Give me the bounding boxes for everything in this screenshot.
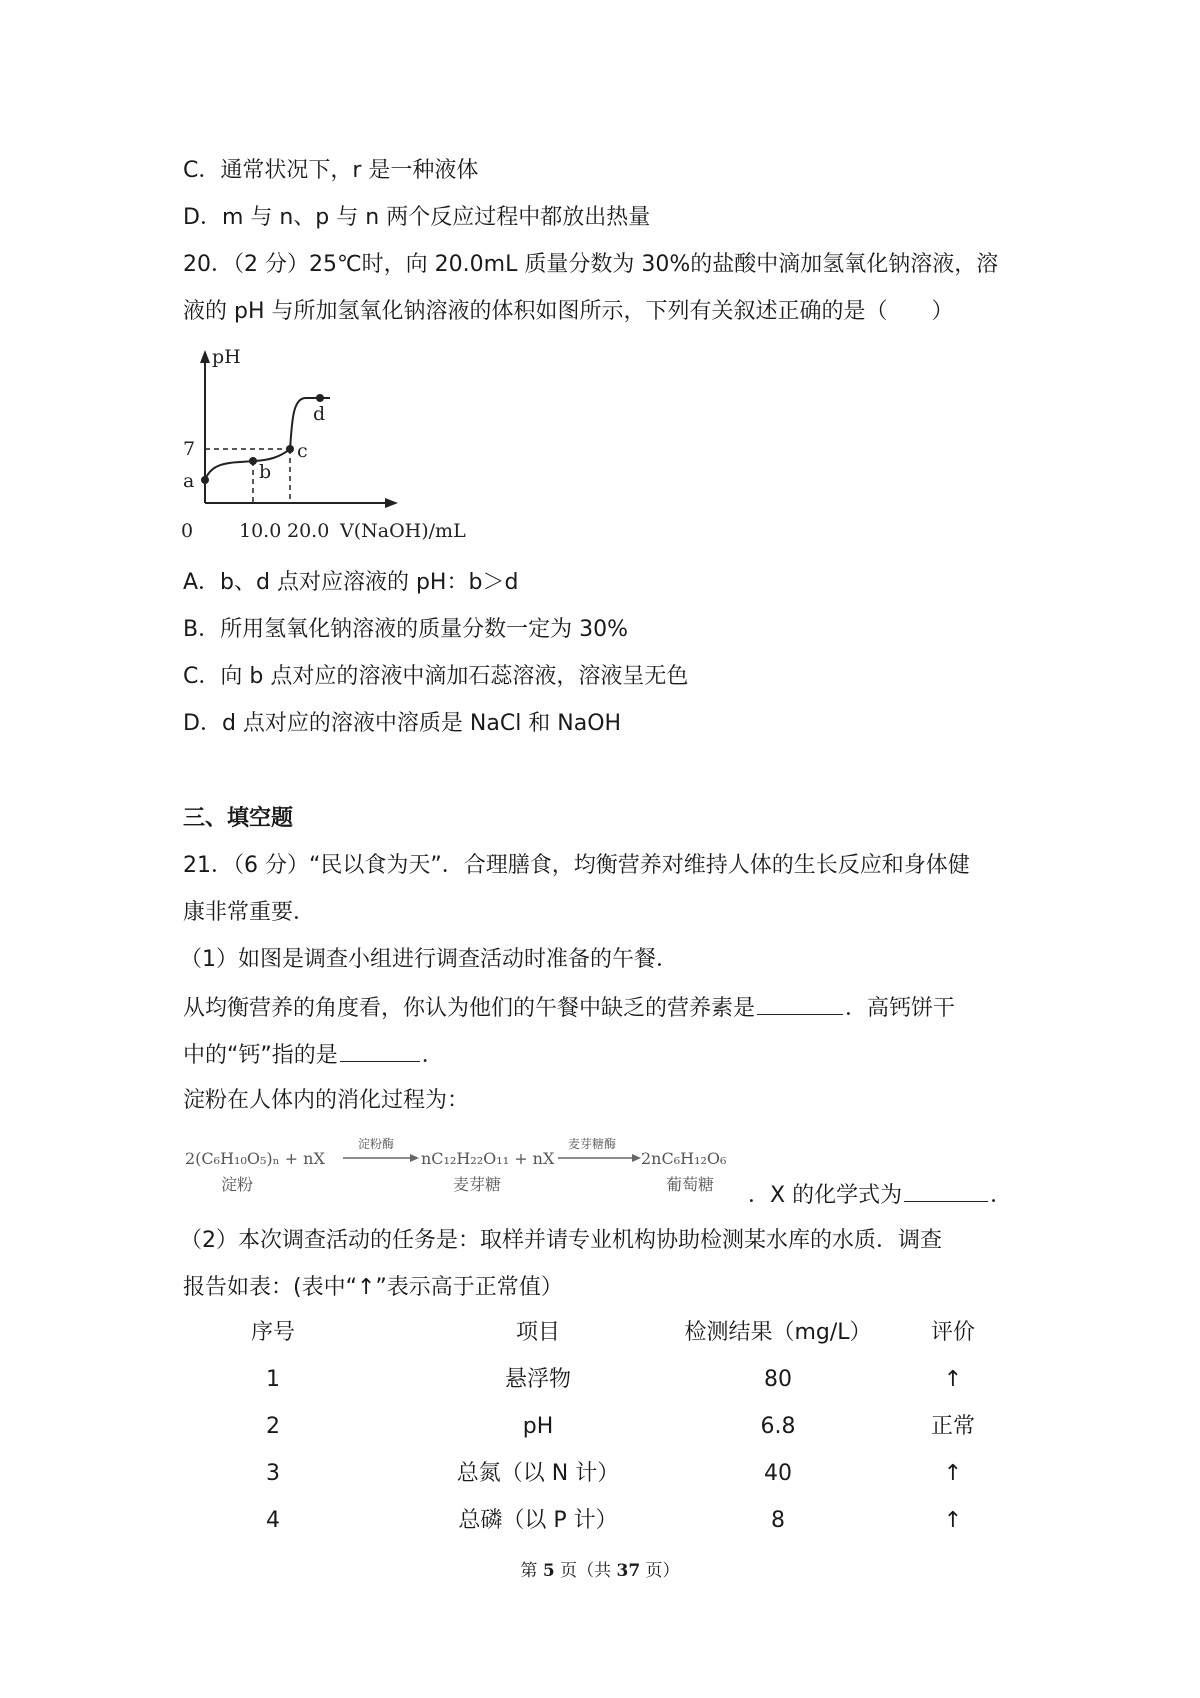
x-axis-label: V(NaOH)/mL [340,520,466,542]
q19-option-d: D．m 与 n、p 与 n 两个反应过程中都放出热量 [183,205,651,230]
header-index: 序号 [250,1320,295,1345]
enzyme-amylase: 淀粉酶 [358,1137,395,1151]
cell-item: pH [522,1414,554,1439]
cell-evaluation: ↑ [943,1508,963,1533]
x-axis-arrow [385,498,398,508]
cell-evaluation: ↑ [943,1367,963,1392]
maltose-formula: nC₁₂H₂₂O₁₁ + nX [421,1149,555,1168]
reaction-question [748,1179,1012,1211]
digestion-intro: 淀粉在人体内的消化过程为： [183,1088,470,1113]
q20-stem-line2: 液的 pH 与所加氢氧化钠溶液的体积如图所示，下列有关叙述正确的是（ ） [183,299,954,324]
q21-part2-line2: 报告如表：(表中“↑”表示高于正常值） [183,1275,563,1300]
q21-part2-line1: （2）本次调查活动的任务是：取样并请专业机构协助检测某水库的水质．调查 [180,1228,942,1253]
x-tick-20: 20.0 [287,520,330,542]
cell-result: 80 [764,1367,792,1392]
cell-evaluation: 正常 [930,1414,975,1439]
q20-option-b: B．所用氢氧化钠溶液的质量分数一定为 30% [183,617,628,642]
q21-part1-question-line1 [183,992,955,1024]
tick-a-label: a [183,470,195,492]
q20-option-d: D．d 点对应的溶液中溶质是 NaCl 和 NaOH [183,711,622,736]
cell-result: 8 [771,1508,785,1533]
point-a [201,476,209,484]
cell-result: 6.8 [760,1414,796,1439]
q21-part1-text-d: ． [421,1043,444,1068]
tick-7-label: 7 [183,438,196,460]
table-row [183,1365,1023,1412]
cell-result: 40 [764,1461,792,1486]
point-d [316,394,324,402]
header-result: 检测结果（mg/L） [684,1320,872,1345]
answer-blank-nutrient[interactable] [757,992,843,1015]
cell-index: 3 [266,1461,280,1486]
q21-stem-line1: 21．（6 分）“民以食为天”．合理膳食，均衡营养对维持人体的生长反应和身体健 [183,853,970,878]
point-c-label: c [297,440,308,462]
label-glucose: 葡萄糖 [666,1175,715,1194]
answer-blank-calcium[interactable] [340,1039,420,1062]
glucose-formula: 2nC₆H₁₂O₆ [641,1149,727,1168]
x-tick-10: 10.0 [239,520,282,542]
cell-item: 总磷（以 P 计） [458,1508,618,1533]
point-b-label: b [259,461,272,483]
q20-stem-line1: 20．（2 分）25℃时，向 20.0mL 质量分数为 30%的盐酸中滴加氢氧化钠溶液，溶 [183,252,999,277]
cell-index: 4 [266,1508,280,1533]
water-quality-table [183,1318,1023,1553]
footer-page-number: 5 [542,1561,555,1581]
footer-prefix: 第 [520,1561,543,1581]
q21-part1-text-b: ．高钙饼干 [845,996,956,1021]
q21-part1-question-line2 [183,1039,444,1071]
starch-formula: 2(C₆H₁₀O₅)ₙ + nX [185,1149,325,1168]
cell-evaluation: ↑ [943,1461,963,1486]
y-axis-arrow [200,350,210,363]
page-footer [0,1556,1200,1581]
table-row [183,1412,1023,1459]
cell-item: 总氮（以 N 计） [456,1461,620,1486]
reaction-question-text: ．X 的化学式为 [748,1183,903,1208]
footer-suffix: 页） [640,1561,680,1581]
reaction-arrowhead-2 [632,1154,641,1162]
table-row [183,1459,1023,1506]
enzyme-maltase: 麦芽糖酶 [568,1137,617,1151]
y-axis-label: pH [212,346,241,368]
answer-blank-x-formula[interactable] [904,1179,988,1202]
reaction-question-end: ． [990,1183,1013,1208]
q21-part1-text-c: 中的“钙”指的是 [183,1043,338,1068]
section-title: 三、填空题 [183,806,294,831]
q21-stem-line2: 康非常重要． [183,900,316,925]
header-item: 项目 [515,1320,560,1345]
footer-middle: 页（共 [554,1561,617,1581]
reaction-arrowhead-1 [410,1154,419,1162]
q21-part1-intro: （1）如图是调查小组进行调查活动时准备的午餐． [180,947,678,972]
q20-option-a: A．b、d 点对应溶液的 pH：b＞d [183,570,519,595]
point-c [286,445,294,453]
origin-label: 0 [181,520,194,542]
q21-part1-text-a: 从均衡营养的角度看，你认为他们的午餐中缺乏的营养素是 [183,996,756,1021]
table-header-row [183,1318,1023,1365]
ph-titration-graph [180,345,480,545]
cell-index: 2 [266,1414,280,1439]
point-b [249,457,257,465]
footer-total-pages: 37 [616,1561,641,1581]
label-maltose: 麦芽糖 [453,1175,502,1194]
starch-digestion-reaction [183,1132,743,1200]
label-starch: 淀粉 [221,1175,254,1194]
cell-index: 1 [266,1367,280,1392]
header-evaluation: 评价 [930,1320,975,1345]
table-row [183,1506,1023,1553]
q19-option-c: C．通常状况下，r 是一种液体 [183,158,479,183]
cell-item: 悬浮物 [504,1367,571,1392]
point-d-label: d [313,403,326,425]
q20-option-c: C．向 b 点对应的溶液中滴加石蕊溶液，溶液呈无色 [183,664,689,689]
